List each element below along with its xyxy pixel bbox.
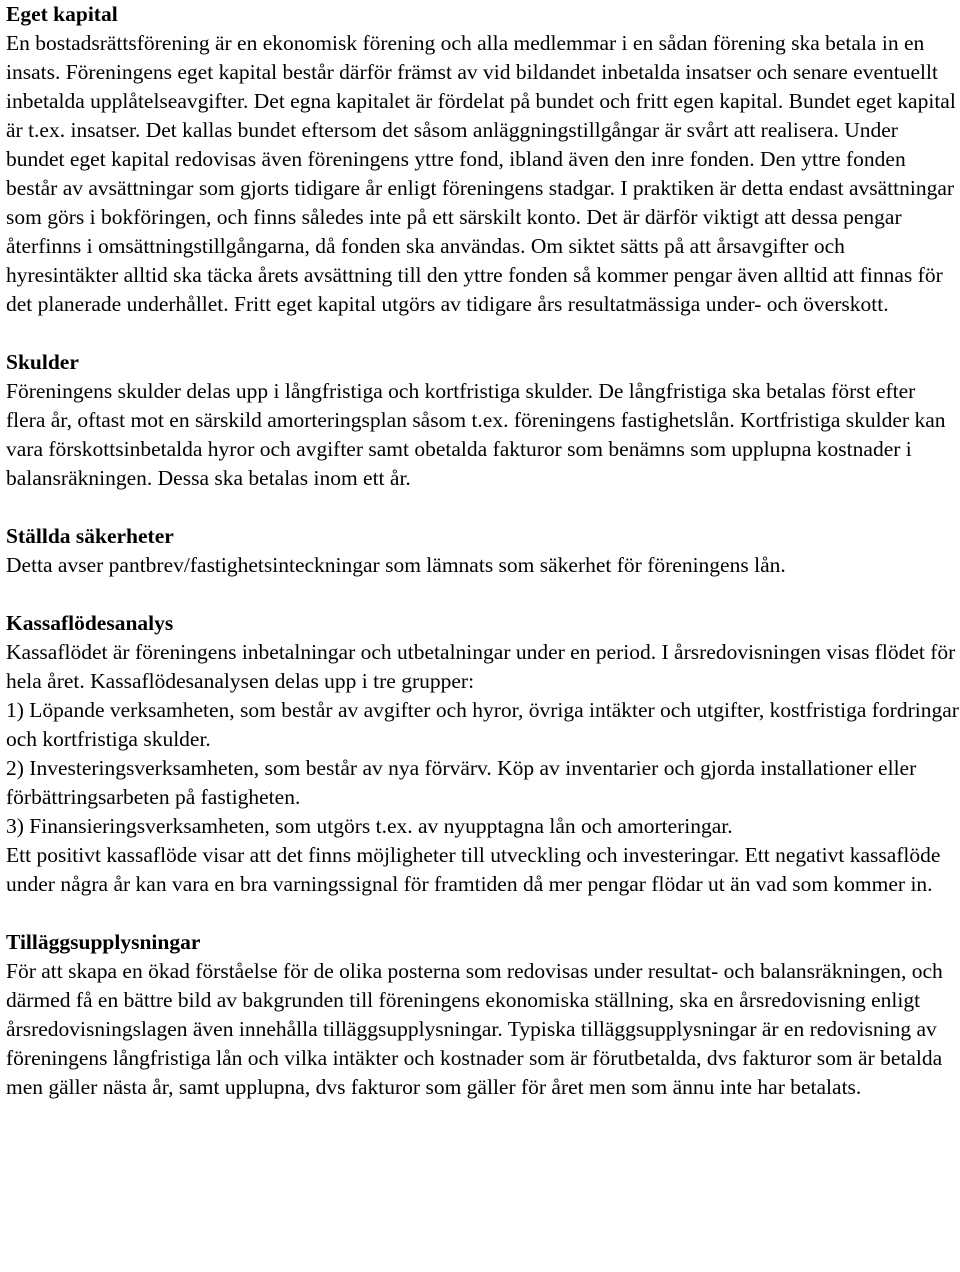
section-heading: Ställda säkerheter [6, 524, 174, 548]
section-heading: Tilläggsupplysningar [6, 930, 201, 954]
section-body: Föreningens skulder delas upp i långfristiga och kortfristiga skulder. De långfristiga ska betalas först efter flera år, oftast mot en särskild amorteringsplan såsom t.ex. föreningens fastighetslån. Kortfristiga skulder kan vara förskottsinbetalda hyror och avgifter samt obetalda fakturor som benämns som upplupna kostnader i balansräkningen. Dessa ska betalas inom ett år. [6, 379, 946, 490]
section-heading: Eget kapital [6, 2, 118, 26]
section-spacer [6, 319, 960, 348]
section-body: För att skapa en ökad förståelse för de olika posterna som redovisas under resultat- och balansräkningen, och därmed få en bättre bild av bakgrunden till föreningens ekonomiska ställning, ska en årsredovisning enligt årsredovisningslagen även innehålla tilläggsupplysningar. Typiska tilläggsupplysningar är en redovisning av föreningens långfristiga lån och vilka intäkter och kostnader som är förutbetalda, dvs fakturor som är betalda men gäller nästa år, samt upplupna, dvs fakturor som gäller för året men som ännu inte har betalats. [6, 959, 943, 1099]
body-line: Kassaflödet är föreningens inbetalningar och utbetalningar under en period. I årsredovisningen visas flödet för hela året. Kassaflödesanalysen delas upp i tre grupper: [6, 640, 956, 693]
section-spacer [6, 493, 960, 522]
body-line: 2) Investeringsverksamheten, som består av nya förvärv. Köp av inventarier och gjorda installationer eller förbättringsarbeten på fastigheten. [6, 756, 917, 809]
section-body: Detta avser pantbrev/fastighetsinteckningar som lämnats som säkerhet för föreningens lån. [6, 553, 786, 577]
section-body [6, 638, 960, 899]
section-heading: Kassaflödesanalys [6, 611, 174, 635]
section-heading: Skulder [6, 350, 79, 374]
body-line: Ett positivt kassaflöde visar att det finns möjligheter till utveckling och investeringar. Ett negativt kassaflöde under några år kan vara en bra varningssignal för framtiden då mer pengar flödar ut än vad som kommer in. [6, 843, 941, 896]
section-skulder [6, 348, 960, 493]
section-kassaflodesanalys [6, 609, 960, 899]
section-tillaggsupplysningar [6, 928, 960, 1102]
section-body: En bostadsrättsförening är en ekonomisk förening och alla medlemmar i en sådan förening ska betala in en insats. Föreningens eget kapital består därför främst av vid bildandet inbetalda insatser och senare eventuellt inbetalda upplåtelseavgifter. Det egna kapitalet är fördelat på bundet och fritt egen kapital. Bundet eget kapital är t.ex. insatser. Det kallas bundet eftersom det såsom anläggningstillgångar är svårt att realisera. Under bundet eget kapital redovisas även föreningens yttre fond, ibland även den inre fonden. Den yttre fonden består av avsättningar som gjorts tidigare år enligt föreningens stadgar. I praktiken är detta endast avsättningar som görs i bokföringen, och finns således inte på ett särskilt konto. Det är därför viktigt att dessa pengar återfinns i omsättningstillgångarna, då fonden ska användas. Om siktet sätts på att årsavgifter och hyresintäkter alltid ska täcka årets avsättning till den yttre fonden så kommer pengar även alltid att finnas för det planerade underhållet. Fritt eget kapital utgörs av tidigare års resultatmässiga under- och överskott. [6, 31, 956, 316]
section-spacer [6, 580, 960, 609]
section-eget-kapital [6, 0, 960, 319]
body-line: 3) Finansieringsverksamheten, som utgörs t.ex. av nyupptagna lån och amorteringar. [6, 814, 733, 838]
section-stallda-sakerheter [6, 522, 960, 580]
section-spacer [6, 899, 960, 928]
body-line: 1) Löpande verksamheten, som består av avgifter och hyror, övriga intäkter och utgifter, kostfristiga fordringar och kortfristiga skulder. [6, 698, 959, 751]
